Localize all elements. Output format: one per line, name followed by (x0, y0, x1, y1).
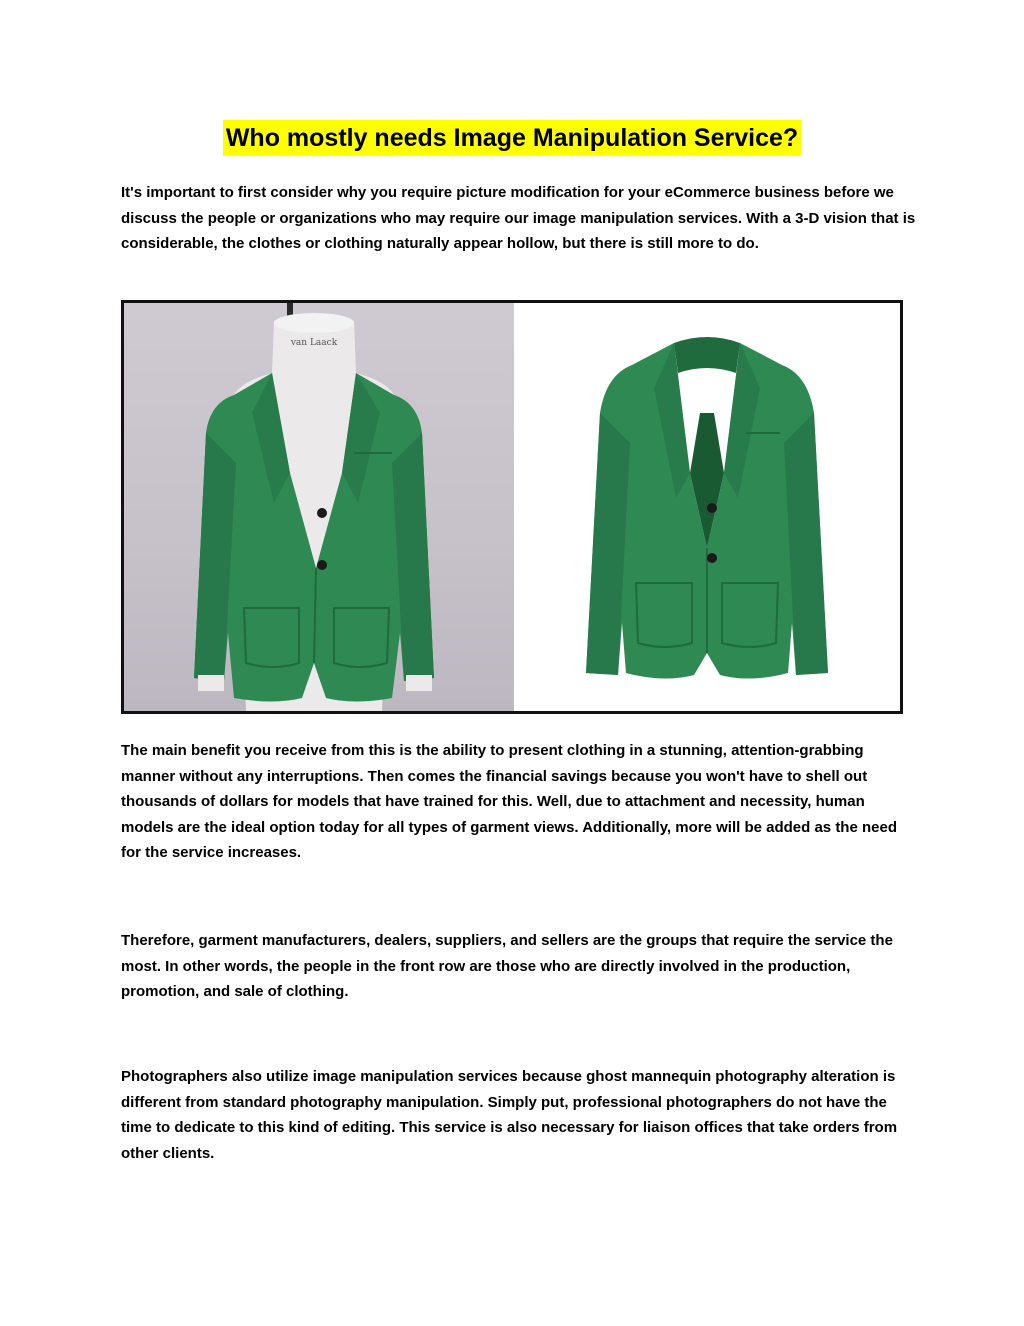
paragraph-groups: Therefore, garment manufacturers, dealers, suppliers, and sellers are the groups that require the service the most. In other words, the people in the front row are those who are directly involved in the production, promotion, and sale of clothing. (121, 932, 893, 1000)
paragraph-photographers: Photographers also utilize image manipulation services because ghost mannequin photography alteration is different from standard photography manipulation. Simply put, professional photographers do not have the time to dedicate to this kind of editing. This service is also necessary for liaison offices that take orders from other clients. (121, 1068, 898, 1162)
jacket-on-mannequin-illustration (124, 303, 514, 711)
paragraph-intro: It's important to first consider why you require picture modification for your eCommerce business before we discuss the people or organizations who may require our image manipulation services. With a 3-D vision that is considerable, the clothes or clothing naturally appear hollow, but there is still more to do. (121, 184, 916, 252)
mannequin-brand-label: van Laack (290, 338, 338, 348)
ghost-jacket-illustration (514, 303, 900, 711)
mannequin-photo (124, 303, 514, 711)
page-title: Who mostly needs Image Manipulation Service? (223, 120, 801, 156)
paragraph-benefits: The main benefit you receive from this is the ability to present clothing in a stunning, attention-grabbing manner without any interruptions. Then comes the financial savings because you won't have to shell out thousands of dollars for models that have trained for this. Well, due to attachment and necessity, human models are the ideal option today for all types of garment views. Additionally, more will be added as the need for the service increases. (121, 742, 897, 861)
title-wrapper (0, 120, 1024, 156)
ghost-mannequin-photo (514, 303, 900, 711)
before-after-figure (121, 300, 903, 714)
